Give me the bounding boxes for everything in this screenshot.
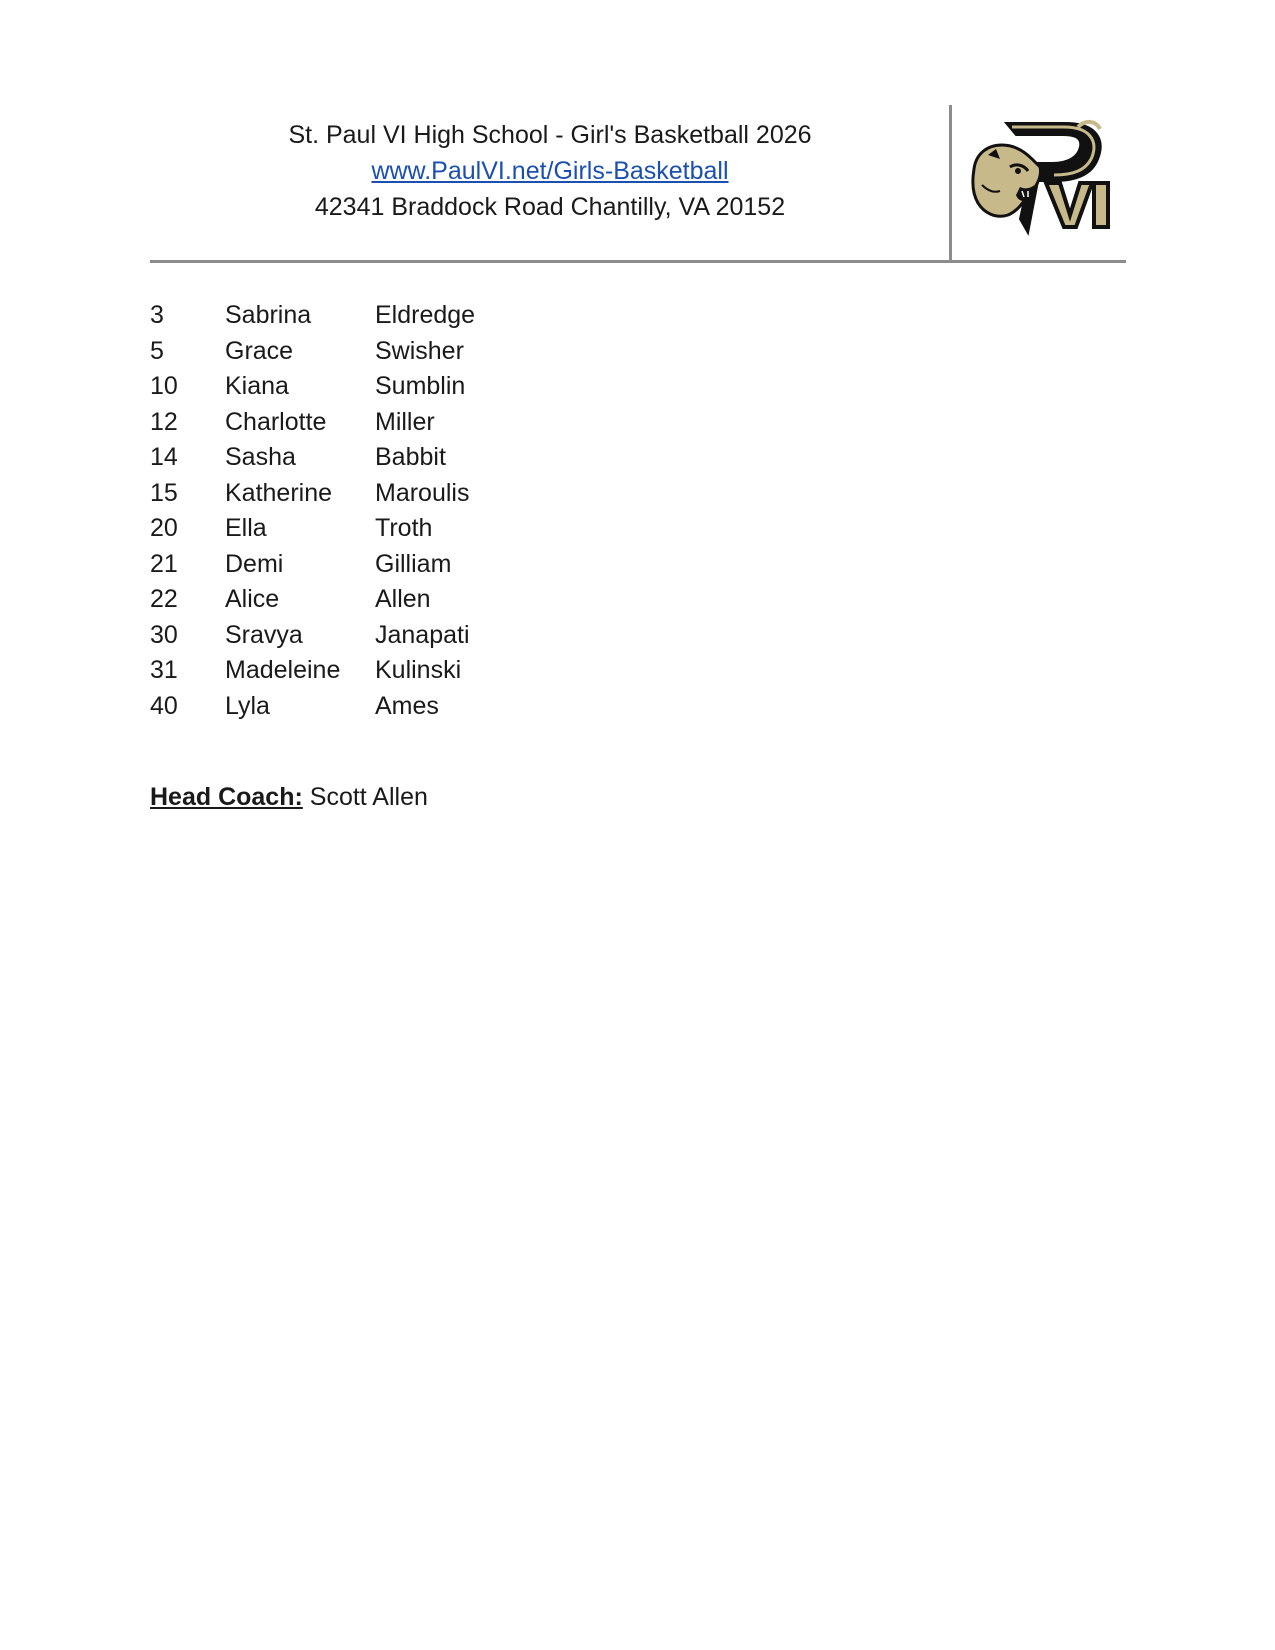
last-name: Babbit	[375, 443, 446, 471]
roster-row	[150, 511, 535, 547]
last-name: Troth	[375, 514, 433, 542]
last-name: Allen	[375, 585, 431, 613]
last-name: Maroulis	[375, 478, 470, 507]
first-name: Lyla	[225, 691, 270, 720]
jersey-number: 14	[150, 443, 178, 471]
jersey-number: 30	[150, 620, 178, 649]
first-name: Madeleine	[225, 656, 341, 684]
jersey-number: 3	[150, 301, 164, 329]
first-name: Ella	[225, 514, 267, 542]
last-name: Ames	[375, 691, 439, 720]
roster-row	[150, 618, 535, 654]
jersey-number: 12	[150, 407, 178, 436]
school-title: St. Paul VI High School - Girl's Basketball 2026	[288, 121, 812, 149]
head-coach-line	[150, 779, 428, 815]
roster-row	[150, 405, 535, 441]
roster-row	[150, 689, 535, 725]
first-name: Sravya	[225, 620, 303, 649]
roster-row	[150, 582, 535, 618]
last-name: Kulinski	[375, 656, 462, 684]
last-name: Sumblin	[375, 372, 466, 400]
head-coach-name: Scott Allen	[309, 783, 428, 811]
first-name: Grace	[225, 336, 294, 365]
team-website-link[interactable]: www.PaulVI.net/Girls-Basketball	[371, 157, 729, 185]
head-coach-label: Head Coach:	[150, 783, 303, 811]
first-name: Sabrina	[225, 301, 312, 329]
jersey-number: 20	[150, 514, 178, 542]
jersey-number: 5	[150, 336, 164, 365]
jersey-number: 15	[150, 478, 178, 507]
roster-row	[150, 653, 535, 689]
last-name: Janapati	[375, 620, 470, 649]
first-name: Katherine	[225, 478, 333, 507]
roster-row	[150, 440, 535, 476]
first-name: Sasha	[225, 443, 296, 471]
last-name: Eldredge	[375, 301, 476, 329]
jersey-number: 31	[150, 656, 178, 684]
school-address: 42341 Braddock Road Chantilly, VA 20152	[314, 193, 786, 221]
jersey-number: 21	[150, 549, 178, 578]
first-name: Alice	[225, 585, 280, 613]
letterhead-text	[150, 117, 950, 225]
roster-row	[150, 298, 535, 334]
header-vertical-divider	[949, 105, 952, 263]
roster-list	[150, 298, 535, 724]
last-name: Swisher	[375, 336, 464, 365]
jersey-number: 40	[150, 691, 178, 720]
first-name: Charlotte	[225, 407, 327, 436]
jersey-number: 22	[150, 585, 178, 613]
last-name: Gilliam	[375, 549, 452, 578]
header-horizontal-divider	[150, 260, 1126, 263]
last-name: Miller	[375, 407, 435, 436]
roster-row	[150, 334, 535, 370]
first-name: Kiana	[225, 372, 289, 400]
pvi-panther-logo	[968, 115, 1118, 240]
roster-row	[150, 369, 535, 405]
jersey-number: 10	[150, 372, 178, 400]
roster-row	[150, 547, 535, 583]
roster-row	[150, 476, 535, 512]
first-name: Demi	[225, 549, 284, 578]
letterhead	[150, 105, 1126, 263]
